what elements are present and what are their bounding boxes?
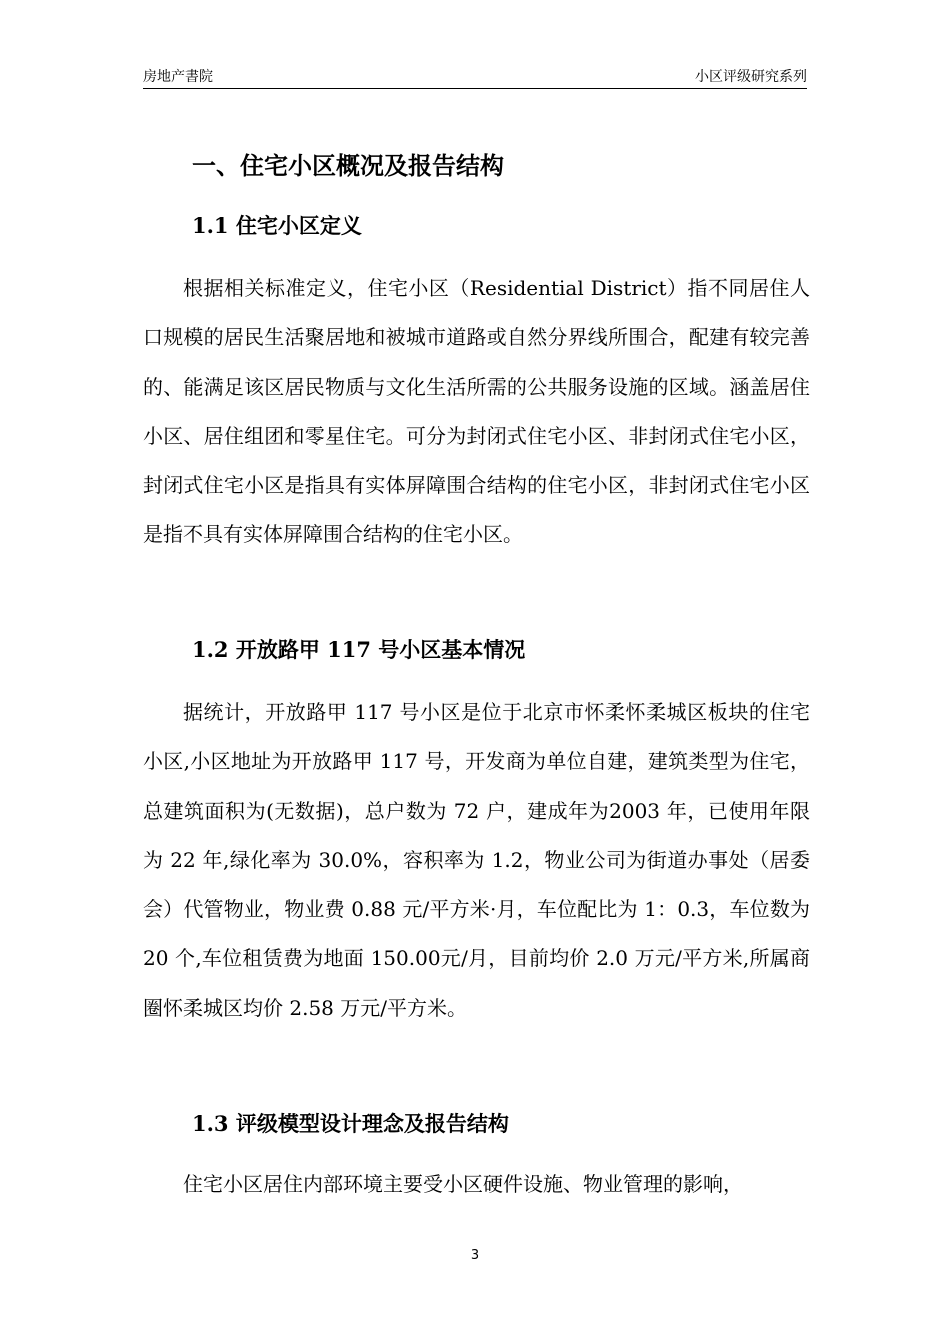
section-title: 一、住宅小区概况及报告结构 xyxy=(192,151,504,180)
heading-1-2: 1.2 开放路甲 117 号小区基本情况 xyxy=(192,637,526,662)
header-left-title: 房地产書院 xyxy=(143,69,213,85)
paragraph-1-1: 根据相关标准定义，住宅小区（Residential District）指不同居住人口规模的居民生活聚居地和被城市道路或自然分界线所围合，配建有较完善的、能满足该区居民物质与文化生活所需的公共服务设施的区域。涵盖居住小区、居住组团和零星住宅。可分为封闭式住宅小区、非封闭式住宅小区，封闭式住宅小区是指具有实体屏障围合结构的住宅小区，非封闭式住宅小区是指不具有实体屏障围合结构的住宅小区。 xyxy=(143,276,810,547)
heading-1-3: 1.3 评级模型设计理念及报告结构 xyxy=(192,1111,509,1136)
header-right-title: 小区评级研究系列 xyxy=(695,69,807,85)
heading-1-1: 1.1 住宅小区定义 xyxy=(192,213,362,238)
page-number: 3 xyxy=(470,1248,480,1263)
page-header xyxy=(143,66,807,89)
paragraph-1-2: 据统计，开放路甲 117 号小区是位于北京市怀柔怀柔城区板块的住宅小区,小区地址为开放路甲 117 号，开发商为单位自建，建筑类型为住宅，总建筑面积为(无数据)，总户数为 72 户，建成年为2003 年，已使用年限为 22 年,绿化率为 30.0%，容积率为 1.2，物业公司为街道办事处（居委会）代管物业，物业费 0.88 元/平方米·月，车位配比为 1：0.3，车位数为 20 个,车位租赁费为地面 150.00元/月，目前均价 2.0 万元/平方米,所属商圈怀柔城区均价 2.58 万元/平方米。 xyxy=(143,700,810,1020)
paragraph-1-3: 住宅小区居住内部环境主要受小区硬件设施、物业管理的影响， xyxy=(183,1172,743,1196)
